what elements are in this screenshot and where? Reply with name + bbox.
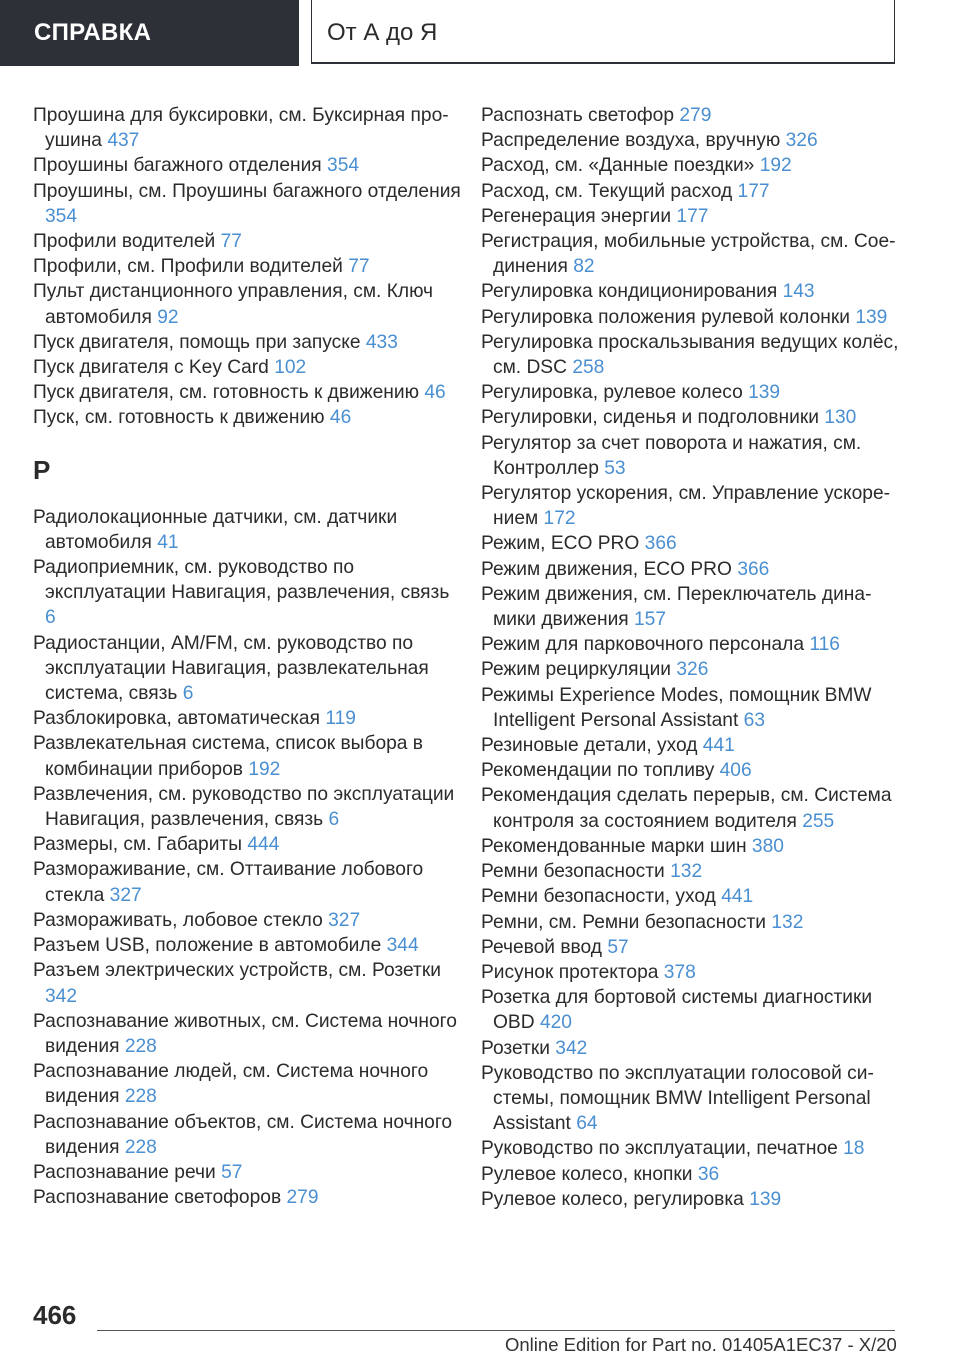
index-entry [481, 884, 901, 909]
index-entry [481, 204, 901, 229]
index-entry [33, 279, 463, 329]
index-entry [481, 960, 901, 985]
page-link[interactable]: 6 [182, 683, 194, 705]
page-link[interactable]: 116 [809, 634, 840, 656]
page-link[interactable]: 279 [286, 1187, 319, 1209]
index-entry [481, 683, 901, 733]
entry-text: Пульт дистанционного управления, см. Ключ автомобиля [33, 281, 434, 328]
index-entry [481, 1061, 901, 1137]
index-entry [481, 279, 901, 304]
page-link[interactable]: 132 [771, 911, 804, 933]
entry-text: Ремни, см. Ремни безопасности [481, 911, 767, 933]
index-entry [481, 783, 901, 833]
entry-text: Режим движения, см. Переключатель динамики движения [481, 583, 872, 631]
page-link[interactable]: 420 [539, 1012, 572, 1034]
page-link[interactable]: 102 [274, 357, 307, 379]
page-number: 466 [33, 1300, 77, 1330]
page-link[interactable]: 92 [157, 306, 179, 328]
entry-text: Размеры, см. Габариты [33, 834, 243, 856]
entry-text: Регулировка положения рулевой колонки [481, 306, 850, 328]
page-link[interactable]: 255 [802, 810, 835, 832]
page-link[interactable]: 444 [247, 834, 280, 856]
entry-text: Радиоприемник, см. руководство по эксплуатации Навигация, развлечения, связь [33, 557, 450, 604]
entry-text: Регулировки, сиденья и подголовники [481, 407, 819, 429]
index-entry [481, 380, 901, 405]
entry-text: Пуск, см. готовность к движению [33, 407, 325, 429]
entry-text: Профили водителей [33, 231, 216, 253]
index-entry [481, 1187, 901, 1212]
entry-text: Пуск двигателя, помощь при запуске [33, 331, 361, 353]
entry-text: Рисунок протектора [481, 961, 659, 983]
page-link[interactable]: 342 [555, 1037, 588, 1059]
index-entry [33, 958, 463, 1008]
index-entry [33, 555, 463, 631]
entry-text: Режим для парковочного персонала [481, 634, 805, 656]
entry-text: Регулятор ускорения, см. Управление ускорением [481, 483, 891, 530]
footer-divider [97, 1330, 895, 1331]
page-link[interactable]: 441 [721, 886, 754, 908]
index-entry [481, 330, 901, 380]
page-link[interactable]: 177 [676, 205, 709, 227]
page-link[interactable]: 64 [576, 1113, 598, 1135]
entry-text: Рекомендации по топливу [481, 760, 715, 782]
page-link[interactable]: 119 [325, 708, 356, 730]
index-column-left [33, 103, 463, 1210]
entry-text: Распознавание животных, см. Система ночного видения [33, 1010, 457, 1057]
entry-text: Режимы Experience Modes, помощник BMW Intelligent Personal Assistant [481, 684, 872, 731]
index-entry [33, 103, 463, 153]
edition-note: Online Edition for Part no. 01405A1EC37 - X/20 [505, 1334, 897, 1355]
index-entry [33, 179, 463, 229]
index-entry [481, 153, 901, 178]
page-link[interactable]: 342 [45, 985, 78, 1007]
entry-text: Речевой ввод [481, 936, 602, 958]
index-entry [33, 857, 463, 907]
entry-text: Режим движения, ECO PRO [481, 558, 732, 580]
page-link[interactable]: 354 [45, 205, 78, 227]
index-entry [33, 1009, 463, 1059]
index-entry [481, 179, 901, 204]
entry-text: Пуск двигателя, см. готовность к движению [33, 382, 420, 404]
entry-text: Режим, ECO PRO [481, 533, 640, 555]
entry-text: Размораживать, лобовое стекло [33, 909, 323, 931]
entry-text: Рекомендация сделать перерыв, см. Система контроля за состоянием водителя [481, 785, 892, 832]
index-entry [33, 832, 463, 857]
entry-text: Регулировка проскальзывания ведущих колёс, см. DSC [481, 331, 899, 379]
entry-text: Расход, см. Текущий расход [481, 180, 733, 202]
page-link[interactable]: 441 [702, 735, 735, 757]
entry-text: Регенерация энергии [481, 205, 672, 227]
entry-text: Регистрация, мобильные устройства, см. Соединения [481, 231, 896, 278]
index-entry [481, 1162, 901, 1187]
index-entry [481, 128, 901, 153]
page-link[interactable]: 354 [327, 155, 360, 177]
chapter-title: От А до Я [311, 0, 895, 64]
index-entry [481, 935, 901, 960]
index-entry [481, 405, 901, 430]
index-entry [481, 431, 901, 481]
index-entry [33, 330, 463, 355]
page-link[interactable]: 327 [328, 909, 361, 931]
index-entry [481, 481, 901, 531]
entry-text: Резиновые детали, уход [481, 735, 698, 757]
index-entry [481, 859, 901, 884]
index-column-right [481, 103, 901, 1212]
index-entry [481, 557, 901, 582]
entry-text: Режим рециркуляции [481, 659, 672, 681]
page-link[interactable]: 143 [782, 281, 815, 303]
entry-text: Разъем USB, положение в автомобиле [33, 935, 382, 957]
page-link[interactable]: 18 [843, 1138, 865, 1160]
index-entry [481, 103, 901, 128]
entry-text: Профили, см. Профили водителей [33, 256, 343, 278]
entry-text: Распределение воздуха, вручную [481, 130, 781, 152]
page-link[interactable]: 6 [45, 607, 56, 629]
page-link[interactable]: 172 [543, 508, 576, 530]
entry-text: Проушина для буксировки, см. Буксирная проушина [33, 105, 449, 152]
page-link[interactable]: 380 [751, 835, 784, 857]
page-link[interactable]: 228 [124, 1035, 157, 1057]
entry-text: Регулировка, рулевое колесо [481, 382, 743, 404]
page-link[interactable]: 406 [719, 760, 752, 782]
entry-text: Регулировка кондиционирования [481, 281, 778, 303]
entry-text: Ремни безопасности, уход [481, 886, 716, 908]
page-link[interactable]: 77 [220, 231, 242, 253]
entry-text: Проушины, см. Проушины багажного отделения [33, 180, 461, 202]
index-entry [33, 1185, 463, 1210]
entry-text: Размораживание, см. Оттаивание лобового стекла [33, 859, 424, 906]
index-entry [481, 229, 901, 279]
page-link[interactable]: 46 [329, 407, 352, 429]
entry-text: Рулевое колесо, регулировка [481, 1188, 744, 1210]
page-link[interactable]: 157 [634, 609, 667, 631]
index-entry [481, 910, 901, 935]
index-entry [33, 254, 463, 279]
page-link[interactable]: 326 [676, 659, 709, 681]
page-link[interactable]: 82 [573, 256, 595, 278]
page-link[interactable]: 77 [348, 256, 370, 278]
page-link[interactable]: 132 [670, 861, 703, 883]
page-link[interactable]: 139 [749, 1188, 782, 1210]
entry-text: Розетка для бортовой системы диагностики OBD [481, 987, 873, 1034]
page-link[interactable]: 139 [855, 306, 888, 328]
index-group-r [33, 505, 463, 1211]
entry-text: Пуск двигателя с Key Card [33, 357, 269, 379]
index-entry [33, 631, 463, 707]
entry-text: Розетки [481, 1037, 550, 1059]
page-link[interactable]: 258 [572, 357, 605, 379]
index-entry [481, 834, 901, 859]
entry-text: Радиолокационные датчики, см. датчики автомобиля [33, 506, 398, 553]
index-entry [33, 229, 463, 254]
page-link[interactable]: 366 [737, 558, 770, 580]
index-entry [33, 706, 463, 731]
index-group-r-continued [481, 103, 901, 1212]
entry-text: Разблокировка, автоматическая [33, 708, 320, 730]
page-link[interactable]: 366 [644, 533, 677, 555]
page-link[interactable]: 228 [124, 1136, 157, 1158]
page-link[interactable]: 192 [248, 758, 281, 780]
page-link[interactable]: 46 [424, 382, 446, 404]
index-entry [481, 985, 901, 1035]
page-link[interactable]: 192 [759, 155, 792, 177]
page-link[interactable]: 57 [221, 1161, 243, 1183]
entry-text: Распознавание людей, см. Система ночного видения [33, 1061, 429, 1108]
index-entry [33, 1059, 463, 1109]
index-entry [33, 1110, 463, 1160]
index-entry [33, 1160, 463, 1185]
index-entry [481, 1036, 901, 1061]
index-entry [33, 782, 463, 832]
page-header [0, 0, 960, 66]
page-link[interactable]: 130 [824, 407, 857, 429]
page-link[interactable]: 139 [748, 382, 781, 404]
section-tab: СПРАВКА [0, 0, 299, 66]
entry-text: Распознавание речи [33, 1161, 216, 1183]
index-entry [33, 153, 463, 178]
index-entry [481, 758, 901, 783]
entry-text: Руководство по эксплуатации голосовой системы, помощник BMW Intelligent Personal Assistant [481, 1062, 874, 1135]
entry-text: Рекомендованные марки шин [481, 835, 747, 857]
page-link[interactable]: 228 [124, 1086, 157, 1108]
index-entry [481, 305, 901, 330]
page-link[interactable]: 41 [157, 531, 179, 553]
index-entry [33, 380, 463, 405]
index-entry [33, 933, 463, 958]
index-entry [481, 582, 901, 632]
index-entry [481, 531, 901, 556]
page-link[interactable]: 326 [785, 130, 818, 152]
entry-text: Распознавание объектов, см. Система ночного видения [33, 1111, 453, 1158]
entry-text: Распознавание светофоров [33, 1187, 282, 1209]
section-letter: Р [33, 454, 51, 485]
index-entry [481, 657, 901, 682]
page-link[interactable]: 327 [109, 884, 142, 906]
index-entry [33, 505, 463, 555]
entry-text: Регулятор за счет поворота и нажатия, см. Контроллер [481, 432, 862, 479]
entry-text: Ремни безопасности [481, 861, 665, 883]
page-link[interactable]: 344 [386, 935, 419, 957]
index-entry [481, 632, 901, 657]
page-link[interactable]: 433 [365, 331, 398, 353]
index-entry [33, 908, 463, 933]
index-entry [481, 1136, 901, 1161]
index-entry [33, 355, 463, 380]
page-link[interactable]: 378 [663, 961, 696, 983]
entry-text: Руководство по эксплуатации, печатное [481, 1138, 838, 1160]
entry-text: Разъем электрических устройств, см. Розетки [33, 960, 441, 982]
page-link[interactable]: 6 [328, 809, 340, 831]
index-entry [481, 733, 901, 758]
index-group-p [33, 103, 463, 431]
entry-text: Развлекательная система, список выбора в комбинации приборов [33, 733, 423, 780]
page-link[interactable]: 36 [697, 1163, 720, 1185]
entry-text: Распознать светофор [481, 105, 675, 126]
page-link[interactable]: 279 [679, 105, 712, 126]
page-link[interactable]: 177 [737, 180, 770, 202]
index-entry [33, 731, 463, 781]
index-entry [33, 405, 463, 430]
page-link[interactable]: 57 [607, 936, 629, 958]
entry-text: Развлечения, см. руководство по эксплуатации Навигация, развлечения, связь [33, 783, 455, 831]
entry-text: Проушины багажного отделения [33, 155, 322, 177]
entry-text: Расход, см. «Данные поездки» [481, 155, 755, 177]
page-link[interactable]: 437 [107, 130, 140, 152]
entry-text: Радиостанции, AM/FM, см. руководство по эксплуатации Навигация, развлекательная система, связь [33, 632, 429, 705]
page-link[interactable]: 63 [743, 709, 766, 731]
entry-text: Рулевое колесо, кнопки [481, 1163, 693, 1185]
page-link[interactable]: 53 [604, 457, 626, 479]
